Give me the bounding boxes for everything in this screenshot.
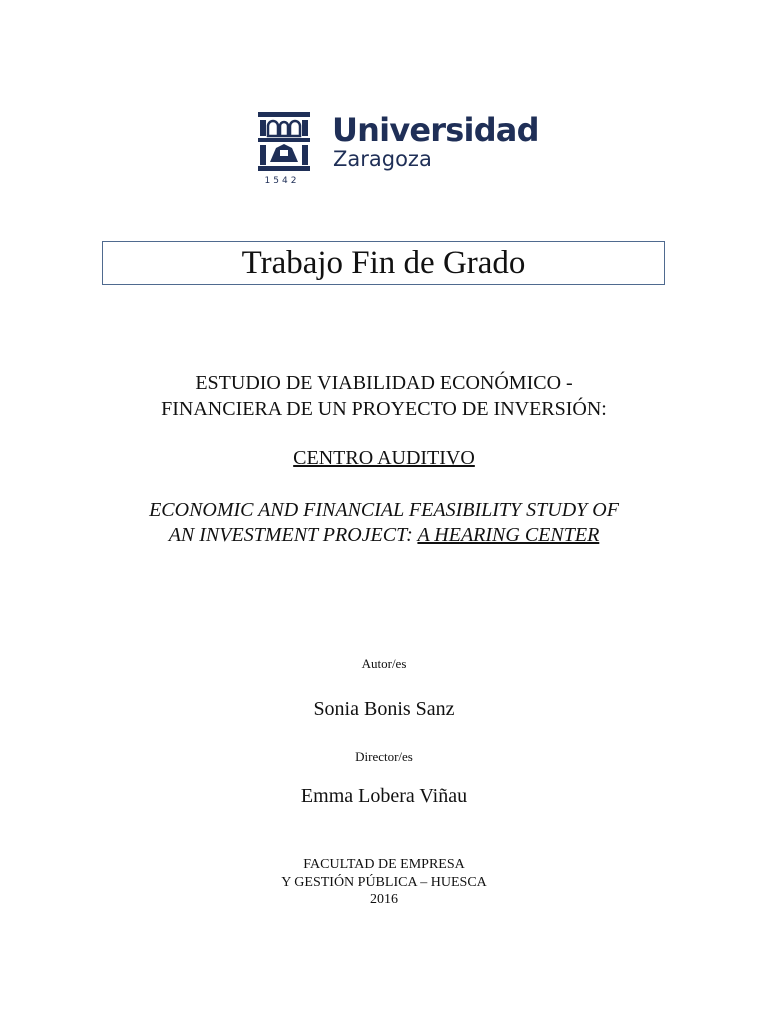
english-title-underlined: A HEARING CENTER <box>417 524 600 546</box>
director-label: Director/es <box>355 749 413 764</box>
faculty-line-1: FACULTAD DE EMPRESA <box>303 857 465 872</box>
document-type-title: Trabajo Fin de Grado <box>241 245 526 281</box>
logo-city-name: Zaragoza <box>333 147 432 171</box>
faculty-line-2: Y GESTIÓN PÚBLICA – HUESCA <box>281 875 487 890</box>
english-title-line-1: ECONOMIC AND FINANCIAL FEASIBILITY STUDY OF <box>149 499 619 521</box>
spanish-subtitle <box>0 446 768 470</box>
english-title-line-2 <box>0 523 768 547</box>
faculty-year: 2016 <box>370 892 398 907</box>
spanish-subtitle-text: CENTRO AUDITIVO <box>293 447 475 469</box>
spanish-title-line-1: ESTUDIO DE VIABILIDAD ECONÓMICO - <box>195 372 573 394</box>
author-label: Autor/es <box>361 656 407 671</box>
director-name: Emma Lobera Viñau <box>300 785 468 807</box>
document-type-box <box>102 241 665 285</box>
university-building-seal-icon <box>256 110 312 174</box>
author-name: Sonia Bonis Sanz <box>313 698 455 720</box>
english-title-prefix: AN INVESTMENT PROJECT: <box>168 524 413 546</box>
logo-university-name: Universidad <box>332 111 539 149</box>
university-logo <box>256 110 539 190</box>
logo-founding-year: 1542 <box>264 176 300 186</box>
spanish-title-line-2: FINANCIERA DE UN PROYECTO DE INVERSIÓN: <box>161 398 607 420</box>
